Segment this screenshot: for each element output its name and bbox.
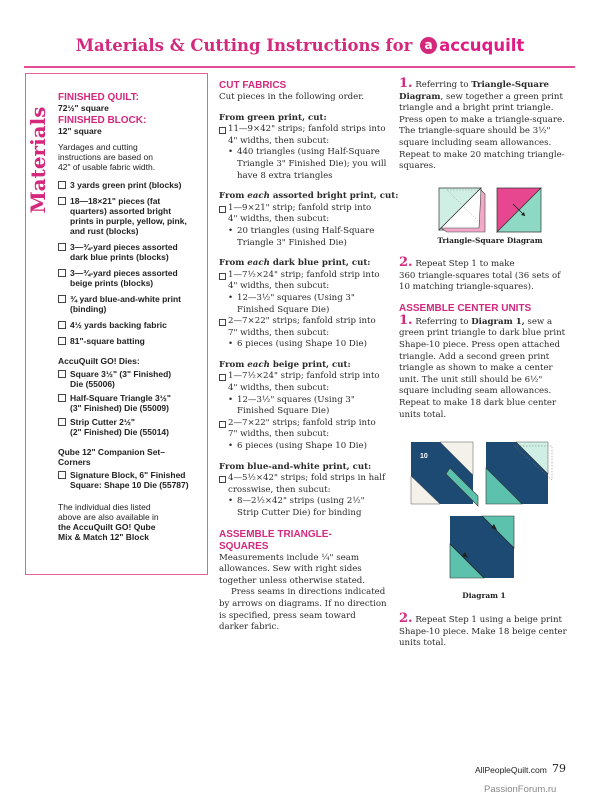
- body-line: units total.: [399, 409, 447, 420]
- step2-first-line: [399, 257, 579, 271]
- cut-step: [219, 418, 389, 430]
- body-line: Shape-10 piece. Press open attached: [399, 339, 561, 350]
- cut-bullet: • 20 triangles (using Half-Square: [219, 226, 389, 238]
- cut-bullet-cont: Strip Cutter Die) for binding: [237, 508, 362, 518]
- c1-first-line: [399, 312, 579, 329]
- body-line: allowances. Sew with right sides: [219, 564, 362, 575]
- heading-part: beige print, cut:: [269, 359, 351, 370]
- heading-part: each: [247, 258, 270, 269]
- step-number: 1.: [399, 312, 413, 328]
- heading-part: From: [219, 359, 248, 370]
- body-line: darker fabric.: [219, 622, 280, 633]
- checkbox-icon: [219, 421, 226, 428]
- step-text: sew a: [524, 316, 553, 327]
- material-item: [58, 196, 198, 236]
- body-line: Repeat to make 20 matching triangle-: [399, 149, 565, 160]
- step-number: 2.: [399, 255, 413, 270]
- material-line: quarters) assorted bright: [70, 206, 172, 216]
- cut-step: [219, 270, 389, 282]
- checkbox-icon: [58, 337, 66, 345]
- die-line: Strip Cutter 2½": [70, 417, 135, 427]
- cut-line: 4" widths, then subcut:: [228, 135, 330, 146]
- assembly-column: [399, 78, 579, 173]
- heading-part: each: [247, 191, 270, 202]
- body-line: triangle and a bright print triangle.: [399, 103, 554, 114]
- cut-step: [219, 203, 389, 215]
- footer-site: AllPeopleQuilt.com: [475, 765, 547, 775]
- cut-step: [219, 473, 389, 485]
- availability-line: Mix & Match 12" Block: [58, 532, 149, 542]
- material-item: [58, 320, 198, 330]
- body-line: Repeat to make 18 dark blue center: [399, 397, 557, 408]
- body-line: 360 triangle-squares total (36 sets of: [399, 270, 561, 281]
- body-line: 10 matching triangle-squares).: [399, 282, 534, 293]
- cut-line: 1—7½×24" strip; fanfold strip into: [228, 269, 380, 280]
- step1-line2: [399, 92, 579, 104]
- material-item: [58, 180, 198, 190]
- body-line: by arrows on diagrams. If no direction: [219, 598, 387, 609]
- die-item: [58, 417, 198, 437]
- heading-line: SQUARES: [219, 540, 269, 552]
- c2-block: [399, 613, 579, 650]
- heading-part: dark blue print, cut:: [269, 258, 371, 269]
- checkbox-icon: [58, 295, 66, 303]
- body-line: unit. The unit still should be 6½": [399, 374, 543, 385]
- cut-bullet: • 8—2½×42" strips (using 2½": [219, 496, 389, 508]
- qube-item: [58, 470, 198, 490]
- diagram1-unit-b: [486, 442, 552, 504]
- step-text: Triangle-Square: [471, 80, 549, 90]
- checkbox-icon: [219, 273, 226, 280]
- cut-bullet-cont: Triangle 3" Finished Die); you will: [237, 158, 387, 169]
- cut-line: 7" widths, then subcut:: [228, 429, 330, 440]
- triangle-square-diagram: [437, 186, 547, 234]
- qube-heading-line: Corners: [58, 457, 91, 467]
- yardage-note-line: instructions are based on: [58, 152, 153, 162]
- checkbox-icon: [58, 418, 66, 426]
- material-line: and rust (blocks): [70, 226, 139, 236]
- material-line: (binding): [70, 304, 107, 314]
- checkbox-icon: [58, 243, 66, 251]
- cut-line: 1—9×21" strip; fanfold strip into: [228, 202, 372, 213]
- availability-line: above are also available in: [58, 512, 159, 522]
- die-line: Square 3½" (3" Finished): [70, 369, 172, 379]
- material-line: ¾ yard blue-and-white print: [70, 294, 181, 304]
- checkbox-icon: [58, 370, 66, 378]
- body-line: green print triangle to dark blue print: [399, 328, 566, 339]
- finished-quilt-value: 72½" square: [58, 103, 109, 113]
- step-text: Diagram 1,: [471, 316, 525, 327]
- page-title: [0, 36, 600, 55]
- step-number: 2.: [399, 611, 413, 626]
- cut-bullet-cont: have 8 extra triangles: [237, 170, 333, 181]
- checkbox-icon: [58, 321, 66, 329]
- die-item: [58, 369, 198, 389]
- cut-bullet-cont: Triangle 3" Finished Die): [237, 237, 347, 248]
- cut-bullet-cont: Finished Square Die): [237, 304, 330, 315]
- body-line: Press seams in directions indicated: [231, 587, 386, 598]
- die-line: Half-Square Triangle 3½": [70, 393, 171, 403]
- material-line: 18—18×21" pieces (fat: [70, 196, 161, 206]
- step2-block: [399, 257, 579, 421]
- accuquilt-logo-word: accuquilt: [439, 36, 525, 55]
- body-line: Measurements include ¼" seam: [219, 552, 359, 563]
- diagram-left-square: [439, 188, 485, 232]
- body-line: squares.: [399, 161, 436, 172]
- material-item: [58, 294, 198, 314]
- checkbox-icon: [58, 394, 66, 402]
- step-text: Referring to: [415, 80, 472, 90]
- triangle-square-caption: Triangle-Square Diagram: [437, 236, 543, 245]
- qube-line: Signature Block, 6" Finished: [70, 470, 186, 480]
- checkbox-icon: [58, 197, 66, 205]
- dies-heading: AccuQuilt GO! Dies:: [58, 356, 140, 366]
- checkbox-icon: [219, 374, 226, 381]
- cut-bullet: • 440 triangles (using Half-Square: [219, 147, 389, 159]
- page-number: 79: [552, 762, 566, 775]
- center-units-heading: ASSEMBLE CENTER UNITS: [399, 302, 532, 314]
- step-text: Referring to: [415, 316, 472, 327]
- heading-part: each: [247, 359, 270, 370]
- checkbox-icon: [58, 269, 66, 277]
- darkblue-heading: [219, 258, 389, 270]
- cut-line: 4—5½×42" strips; fold strips in half: [228, 473, 386, 484]
- shape-10-label: 10: [420, 453, 428, 460]
- bright-heading: [219, 191, 399, 203]
- body-line: triangle. Add a second green print: [399, 351, 550, 362]
- material-line: 3—¾-yard pieces assorted: [70, 268, 178, 278]
- finished-block-label: FINISHED BLOCK:: [58, 115, 147, 126]
- body-line: triangle as shown to make a center: [399, 363, 553, 374]
- diagram-right-square: [497, 188, 541, 232]
- assemble-heading: [219, 529, 389, 553]
- cut-line: 4" widths, then subcut:: [228, 383, 330, 394]
- cut-bullet: • 12—3½" squares (Using 3": [219, 395, 389, 407]
- material-line: 3—¾-yard pieces assorted: [70, 242, 178, 252]
- step-text: Repeat Step 1 to make: [415, 259, 515, 269]
- cut-line: 1—7½×24" strip; fanfold strip into: [228, 371, 380, 382]
- green-heading: From green print, cut:: [219, 112, 327, 123]
- c2-first-line: [399, 613, 579, 627]
- diagram-1: [410, 440, 558, 580]
- materials-list: [58, 92, 198, 545]
- qube-heading: [58, 447, 198, 467]
- checkbox-icon: [219, 319, 226, 326]
- finished-block-value: 12" square: [58, 126, 102, 136]
- step-text: Diagram: [399, 91, 441, 102]
- step-number: 1.: [399, 76, 413, 91]
- cut-line: crosswise, then subcut:: [228, 484, 331, 495]
- diagram1-unit-a: [411, 442, 478, 506]
- sidebar-tab-label: Materials: [26, 106, 50, 214]
- diagram1-unit-c: [450, 516, 514, 578]
- yardage-note-line: 42" of usable fabric width.: [58, 162, 156, 172]
- body-line: The triangle-square should be 3½": [399, 126, 551, 137]
- body-line: square including seam allowances.: [399, 386, 552, 397]
- cut-bullet: • 12—3½" squares (Using 3": [219, 293, 389, 305]
- die-line: Die (55006): [70, 379, 115, 389]
- checkbox-icon: [219, 206, 226, 213]
- yardage-note: [58, 142, 198, 172]
- yardage-note-line: Yardages and cutting: [58, 142, 138, 152]
- cut-line: 4" widths, then subcut:: [228, 281, 330, 292]
- checkbox-icon: [58, 181, 66, 189]
- cut-step: [219, 124, 389, 136]
- body-line: units total.: [399, 638, 447, 649]
- material-item: [58, 242, 198, 262]
- cut-intro: Cut pieces in the following order.: [219, 92, 365, 102]
- material-item: [58, 268, 198, 288]
- cut-line: 4" widths, then subcut:: [228, 214, 330, 225]
- accuquilt-logo-icon: a: [420, 37, 437, 54]
- cut-fabrics-heading: CUT FABRICS: [219, 80, 287, 91]
- cut-step: [219, 316, 389, 328]
- cut-bullet: • 6 pieces (using Shape 10 Die): [219, 441, 389, 453]
- heading-part: From: [219, 258, 248, 269]
- cut-line: 11—9×42" strips; fanfold strips into: [228, 124, 386, 135]
- step1-line1: [399, 78, 579, 92]
- material-line: 3 yards green print (blocks): [70, 180, 182, 190]
- finished-quilt-label: FINISHED QUILT:: [58, 92, 139, 103]
- body-line: Shape-10 piece. Make 18 beige center: [399, 626, 567, 637]
- body-line: Press open to make a triangle-square.: [399, 114, 565, 125]
- watermark: PassionForum.ru: [484, 784, 557, 795]
- material-line: prints in purple, yellow, pink,: [70, 216, 187, 226]
- checkbox-icon: [219, 127, 226, 134]
- heading-line: ASSEMBLE TRIANGLE-: [219, 528, 332, 540]
- cut-line: 2—7×22" strips; fanfold strip into: [228, 417, 376, 428]
- title-text: Materials & Cutting Instructions for: [75, 36, 413, 55]
- cut-bullet: • 6 pieces (using Shape 10 Die): [219, 339, 389, 351]
- body-line: is specified, press seam toward: [219, 610, 356, 621]
- material-line: dark blue prints (blocks): [70, 252, 169, 262]
- heading-part: From: [219, 191, 248, 202]
- step-text: , sew together a green print: [440, 91, 563, 102]
- cut-line: 2—7×22" strips; fanfold strip into: [228, 316, 376, 327]
- checkbox-icon: [219, 476, 226, 483]
- availability-line: The individual dies listed: [58, 502, 151, 512]
- checkbox-icon: [58, 471, 66, 479]
- die-line: (3" Finished) Die (55009): [70, 403, 169, 413]
- qube-line: Square: Shape 10 Die (55787): [70, 480, 189, 490]
- cutting-column: [219, 80, 399, 634]
- availability-line: the AccuQuilt GO! Qube: [58, 522, 156, 532]
- material-line: 4½ yards backing fabric: [70, 320, 167, 330]
- header-rule: [24, 66, 575, 68]
- cut-bullet-cont: Finished Square Die): [237, 406, 330, 417]
- qube-heading-line: Qube 12" Companion Set–: [58, 447, 165, 457]
- body-line: square including seam allowances.: [399, 137, 552, 148]
- cut-step: [219, 371, 389, 383]
- cut-line: 7" widths, then subcut:: [228, 327, 330, 338]
- material-item: [58, 336, 198, 346]
- step-text: Repeat Step 1 using a beige print: [415, 615, 562, 625]
- diagram-1-caption: Diagram 1: [462, 591, 506, 600]
- availability-note: [58, 502, 198, 542]
- beige-heading: [219, 360, 389, 372]
- die-item: [58, 393, 198, 413]
- binding-heading: From blue-and-white print, cut:: [219, 461, 372, 472]
- die-line: (2" Finished) Die (55014): [70, 427, 169, 437]
- body-line: together unless otherwise stated.: [219, 575, 366, 586]
- heading-part: assorted bright print, cut:: [269, 191, 399, 202]
- material-line: 81"-square batting: [70, 336, 145, 346]
- material-line: beige prints (blocks): [70, 278, 154, 288]
